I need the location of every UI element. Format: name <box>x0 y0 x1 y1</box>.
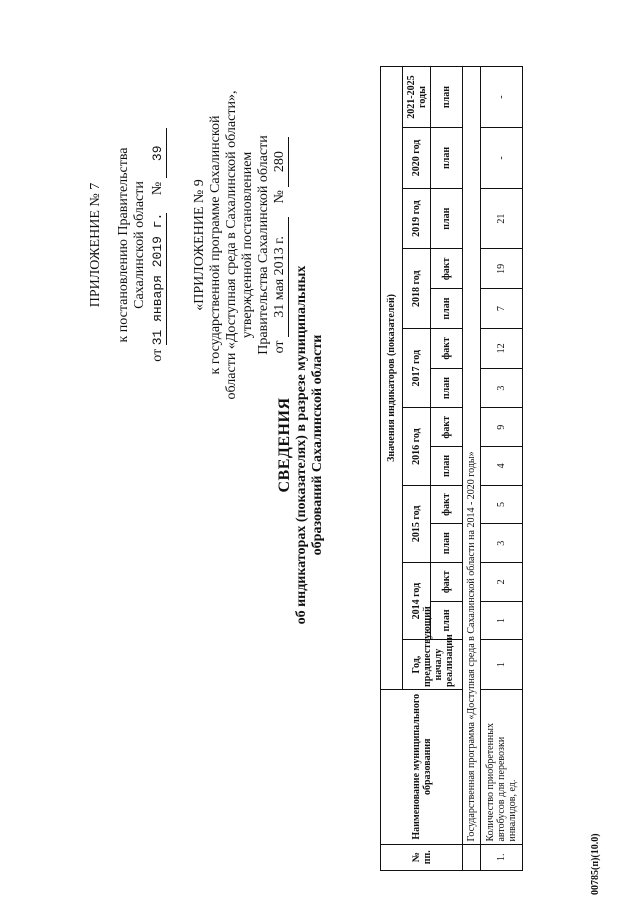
appendix7-num-sign: № <box>150 181 165 196</box>
header-plan: план <box>431 188 463 249</box>
row1-value: 7 <box>481 289 523 329</box>
appendix9-number: 280 <box>272 137 289 187</box>
appendix7-header <box>88 95 167 395</box>
header-year-2014: 2014 год <box>403 563 431 640</box>
appendix9-title: «ПРИЛОЖЕНИЕ № 9 <box>192 179 207 311</box>
header-fact: факт <box>431 485 463 524</box>
row1-value: 3 <box>481 368 523 408</box>
header-plan: план <box>431 601 463 640</box>
appendix9-header <box>192 75 289 415</box>
header-plan: план <box>431 128 463 189</box>
appendix9-date: 31 мая 2013 г. <box>272 217 289 337</box>
header-year-2015: 2015 год <box>403 485 431 562</box>
row1-name: Количество приобретенных автобусов для перевозки инвалидов, ед. <box>481 689 523 844</box>
header-year-2018: 2018 год <box>403 249 431 328</box>
header-plan: план <box>431 524 463 563</box>
header-fact: факт <box>431 563 463 602</box>
title-main: СВЕДЕНИЯ <box>276 397 293 493</box>
header-fact: факт <box>431 408 463 447</box>
appendix9-line2: области «Доступная среда в Сахалинской области», <box>224 90 239 400</box>
header-num: № пп. <box>381 844 463 870</box>
header-values: Значения индикаторов (показателей) <box>381 67 403 690</box>
indicators-table <box>380 66 523 871</box>
header-plan: план <box>431 67 463 128</box>
header-year-2019: 2019 год <box>403 188 431 249</box>
title-sub2: образований Сахалинской области <box>310 334 325 556</box>
appendix9-line1: к государственной программе Сахалинской <box>208 115 223 375</box>
appendix7-title: ПРИЛОЖЕНИЕ № 7 <box>88 182 103 308</box>
document-code: 00785(п)(10.0) <box>590 833 601 895</box>
appendix9-from: от <box>272 340 287 354</box>
row1-value: 1 <box>481 640 523 690</box>
row1-value: 9 <box>481 408 523 447</box>
appendix9-line3: утвержденной постановлением <box>240 151 255 339</box>
header-fact: факт <box>431 249 463 289</box>
row1-value: 5 <box>481 485 523 524</box>
header-plan: план <box>431 447 463 486</box>
program-row-num-cell <box>463 844 481 870</box>
document-title <box>276 165 326 725</box>
header-name: Наименование муниципального образования <box>381 689 463 844</box>
row1-value: 3 <box>481 524 523 563</box>
appendix7-line2: Сахалинской области <box>132 181 147 309</box>
header-year-2021-2025: 2021-2025 годы <box>403 67 431 128</box>
appendix7-number: 39 <box>150 128 167 178</box>
header-prev-year: Год, предшествующий началу реализации <box>403 640 463 690</box>
header-plan: план <box>431 289 463 329</box>
program-row: Государственная программа «Доступная среда в Сахалинской области на 2014 - 2020 годы» <box>463 67 481 845</box>
header-plan: план <box>431 368 463 408</box>
appendix7-date-line <box>150 95 167 395</box>
appendix7-from: от <box>150 348 165 362</box>
header-year-2016: 2016 год <box>403 408 431 485</box>
row1-value: 4 <box>481 447 523 486</box>
row1-value: - <box>481 67 523 128</box>
row1-value: 21 <box>481 188 523 249</box>
header-fact: факт <box>431 328 463 368</box>
appendix9-num-sign: № <box>272 190 287 204</box>
appendix7-line1: к постановлению Правительства <box>116 147 131 343</box>
row1-value: 12 <box>481 328 523 368</box>
row1-value: 19 <box>481 249 523 289</box>
title-sub1: об индикаторах (показателях) в разрезе муниципальных <box>294 265 309 625</box>
header-year-2020: 2020 год <box>403 128 431 189</box>
row1-value: - <box>481 128 523 189</box>
row1-value: 1 <box>481 601 523 640</box>
appendix9-line4: Правительства Сахалинской области <box>256 135 271 355</box>
appendix7-date: 31 января 2019 г. <box>150 212 165 346</box>
row1-value: 2 <box>481 563 523 602</box>
row1-num: 1. <box>481 844 523 870</box>
header-year-2017: 2017 год <box>403 328 431 407</box>
